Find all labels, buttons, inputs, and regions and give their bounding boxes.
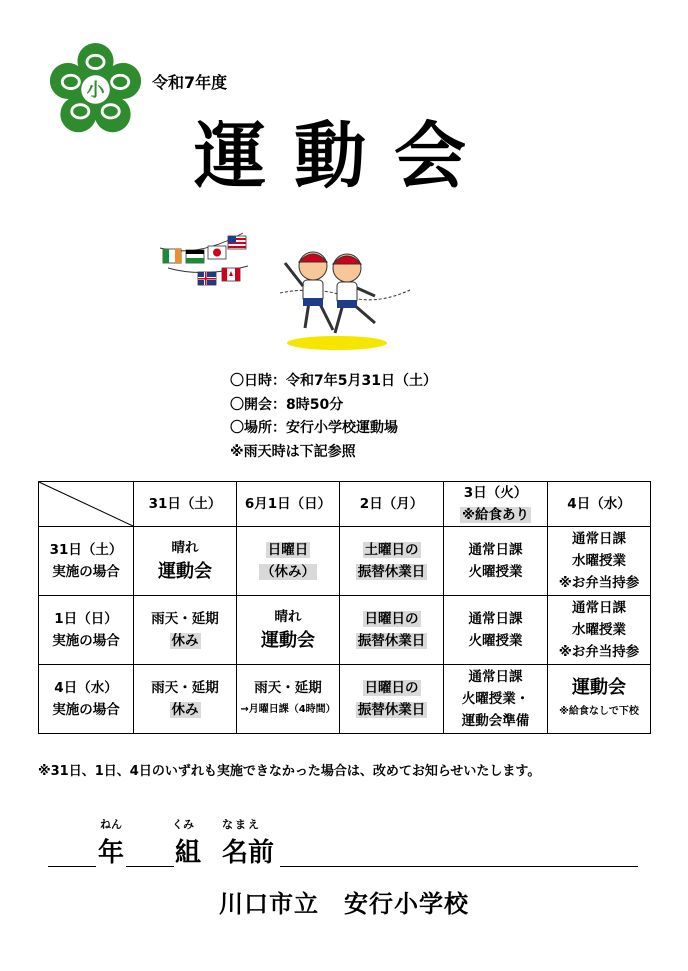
table-row [39, 527, 651, 596]
table-cell [237, 596, 340, 665]
row-label [39, 665, 134, 734]
table-cell [134, 596, 237, 665]
running-children-icon [275, 238, 415, 356]
cell-line: 日曜日 [267, 542, 309, 558]
name-blank-line[interactable] [280, 866, 638, 867]
header-label: 3日（火） [463, 485, 528, 501]
schedule-table [38, 481, 651, 734]
row-label-date: 4日（水） [54, 680, 118, 696]
cell-line: 振替休業日 [357, 633, 426, 649]
footer-note: ※31日、1日、4日のいずれも実施できなかった場合は、改めてお知らせいたします。 [38, 764, 541, 779]
cell-line: 通常日課 [572, 531, 626, 547]
cell-line: 晴れ [274, 609, 302, 625]
cell-line: ※給食なしで下校 [559, 706, 639, 717]
cell-line: 日曜日の [364, 611, 419, 627]
row-label-case: 実施の場合 [52, 702, 120, 718]
header-day-1 [237, 482, 340, 527]
cell-line: 水曜授業 [572, 622, 626, 638]
cell-line: 運動会 [261, 630, 315, 651]
header-day-31 [134, 482, 237, 527]
row-label [39, 596, 134, 665]
row-label-date: 31日（土） [49, 542, 123, 558]
name-label: 名前 [222, 838, 275, 868]
cell-line: 休み [171, 633, 199, 649]
table-header-row [39, 482, 651, 527]
table-cell [134, 527, 237, 596]
table-row [39, 665, 651, 734]
table-cell [237, 665, 340, 734]
table-row [39, 596, 651, 665]
table-cell [340, 596, 444, 665]
cell-line: 休み [171, 702, 199, 718]
table-cell [340, 527, 444, 596]
class-label: 組 [175, 838, 202, 868]
row-label-case: 実施の場合 [52, 633, 120, 649]
header-label: 31日（土） [148, 496, 222, 512]
grade-label: 年 [98, 838, 125, 868]
header-label: 6月1日（日） [244, 496, 332, 512]
cell-line: 振替休業日 [357, 564, 426, 580]
fiscal-year-label: 令和7年度 [152, 73, 228, 92]
row-label-case: 実施の場合 [52, 564, 120, 580]
cell-line: ※お弁当持参 [558, 575, 640, 591]
page-title: 運動会 [193, 113, 494, 198]
grade-blank-line[interactable] [48, 866, 96, 867]
header-label: 4日（水） [567, 496, 631, 512]
table-cell [340, 665, 444, 734]
header-label: 2日（月） [359, 496, 424, 512]
cell-line: 雨天・延期 [254, 680, 322, 696]
rain-note: ※雨天時は下記参照 [230, 443, 356, 460]
header-day-2 [340, 482, 444, 527]
cell-line: 運動会準備 [461, 713, 530, 729]
event-place: 〇場所：安行小学校運動場 [230, 420, 398, 436]
lunch-note: ※給食あり [461, 507, 530, 523]
event-date: 〇日時：令和7年5月31日（土） [230, 373, 437, 389]
event-info [230, 370, 437, 464]
header-day-4 [548, 482, 651, 527]
class-blank-line[interactable] [126, 866, 174, 867]
table-cell [444, 596, 548, 665]
school-name: 川口市立 安行小学校 [219, 890, 469, 918]
cell-line: 振替休業日 [357, 702, 426, 718]
cell-line: 通常日課 [468, 611, 523, 627]
cell-line: 火曜授業 [468, 564, 523, 580]
table-cell [444, 527, 548, 596]
cell-line: 火曜授業 [468, 633, 523, 649]
cell-line: 水曜授業 [572, 553, 626, 569]
cell-line: 日曜日の [364, 680, 419, 696]
cell-line: 運動会 [158, 561, 212, 582]
table-cell [548, 665, 651, 734]
cell-line: （休み） [261, 564, 315, 580]
emblem-letter: 小 [86, 80, 105, 102]
cell-line: 土曜日の [364, 542, 419, 558]
cell-line: 通常日課 [468, 669, 523, 685]
row-label-date: 1日（日） [54, 611, 118, 627]
cell-line: ※お弁当持参 [558, 644, 640, 660]
cell-line: 雨天・延期 [151, 611, 219, 627]
cell-line: →月曜日課（4時間） [240, 704, 336, 715]
table-cell [548, 596, 651, 665]
cell-line: 通常日課 [468, 542, 523, 558]
header-corner-cell [39, 482, 134, 527]
ruby-nen: ねん [100, 818, 122, 831]
table-cell [134, 665, 237, 734]
cell-line: 火曜授業・ [461, 691, 530, 707]
flags-bunting-icon [158, 228, 258, 298]
event-opening-time: 〇開会：8時50分 [230, 396, 344, 413]
table-cell [444, 665, 548, 734]
ruby-namae: なまえ [222, 818, 261, 831]
cell-line: 運動会 [572, 677, 626, 698]
cell-line: 雨天・延期 [151, 680, 219, 696]
ruby-kumi: くみ [172, 818, 194, 831]
table-cell [237, 527, 340, 596]
cell-line: 晴れ [171, 540, 199, 556]
header-day-3 [444, 482, 548, 527]
row-label [39, 527, 134, 596]
table-cell [548, 527, 651, 596]
cell-line: 通常日課 [572, 600, 626, 616]
